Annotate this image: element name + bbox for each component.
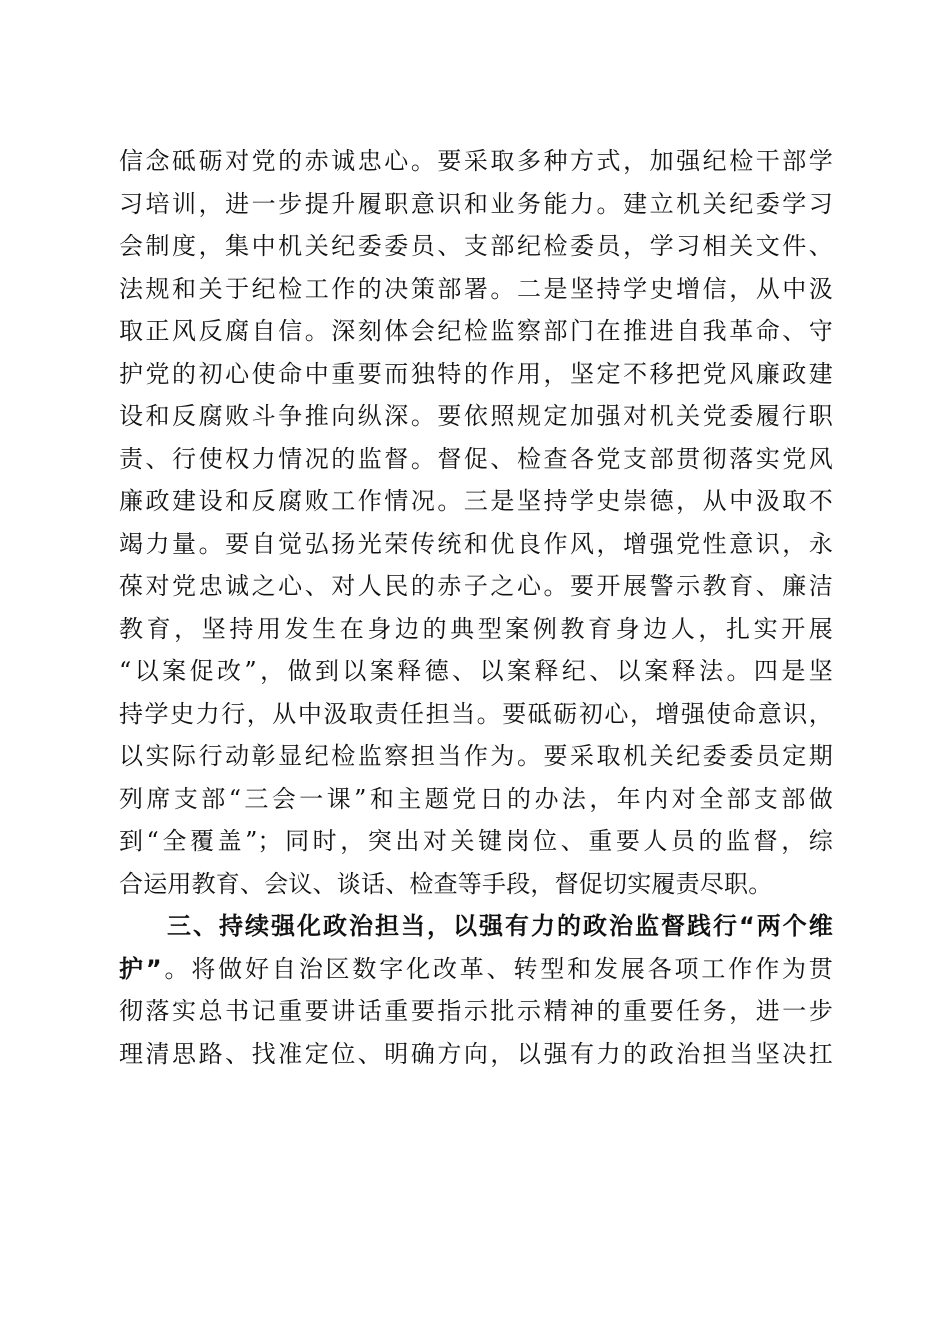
text-line: 到“全覆盖”；同时，突出对关键岗位、重要人员的监督，综 — [119, 827, 833, 855]
text-line: 护党的初心使命中重要而独特的作用，坚定不移把党风廉政建 — [119, 359, 833, 388]
text-line: “以案促改”，做到以案释德、以案释纪、以案释法。四是坚 — [119, 657, 833, 685]
text-line: 会制度，集中机关纪委委员、支部纪检委员，学习相关文件、 — [119, 232, 833, 260]
text-line: 法规和关于纪检工作的决策部署。二是坚持学史增信，从中汲 — [119, 274, 833, 303]
text-line: 竭力量。要自觉弘扬光荣传统和优良作风，增强党性意识，永 — [119, 529, 833, 558]
text-line: 以实际行动彰显纪检监察担当作为。要采取机关纪委委员定期 — [119, 742, 833, 770]
text-line: 彻落实总书记重要讲话重要指示批示精神的重要任务，进一步 — [119, 997, 833, 1025]
text-line — [119, 948, 833, 991]
text-line: 责、行使权力情况的监督。督促、检查各党支部贯彻落实党风 — [119, 444, 833, 473]
text-line: 习培训，进一步提升履职意识和业务能力。建立机关纪委学习 — [119, 189, 833, 218]
text-line: 取正风反腐自信。深刻体会纪检监察部门在推进自我革命、守 — [119, 317, 833, 345]
text-line: 持学史力行，从中汲取责任担当。要砥砺初心，增强使命意识， — [119, 699, 833, 728]
text-line: 合运用教育、会议、谈话、检查等手段，督促切实履责尽职。 — [119, 869, 773, 898]
text-line: 理清思路、找准定位、明确方向，以强有力的政治担当坚决扛 — [119, 1039, 833, 1068]
text-line: 列席支部“三会一课”和主题党日的办法，年内对全部支部做 — [119, 784, 833, 813]
text-line: 葆对党忠诚之心、对人民的赤子之心。要开展警示教育、廉洁 — [119, 572, 833, 600]
document-body — [119, 140, 833, 1075]
paragraph-1 — [119, 140, 833, 905]
text-line: 教育，坚持用发生在身边的典型案例教育身边人，扎实开展 — [119, 614, 833, 643]
text-line: 廉政建设和反腐败工作情况。三是坚持学史崇德，从中汲取不 — [119, 487, 833, 515]
paragraph-2 — [119, 905, 833, 1075]
section-heading: 三、持续强化政治担当，以强有力的政治监督践行“两个维 — [167, 912, 833, 940]
text-line: 信念砥砺对党的赤诚忠心。要采取多种方式，加强纪检干部学 — [119, 147, 833, 175]
text-line: 设和反腐败斗争推向纵深。要依照规定加强对机关党委履行职 — [119, 402, 833, 430]
section-heading-end: 护” — [119, 954, 162, 983]
text-span: 。将做好自治区数字化改革、转型和发展各项工作作为贯 — [161, 954, 833, 983]
